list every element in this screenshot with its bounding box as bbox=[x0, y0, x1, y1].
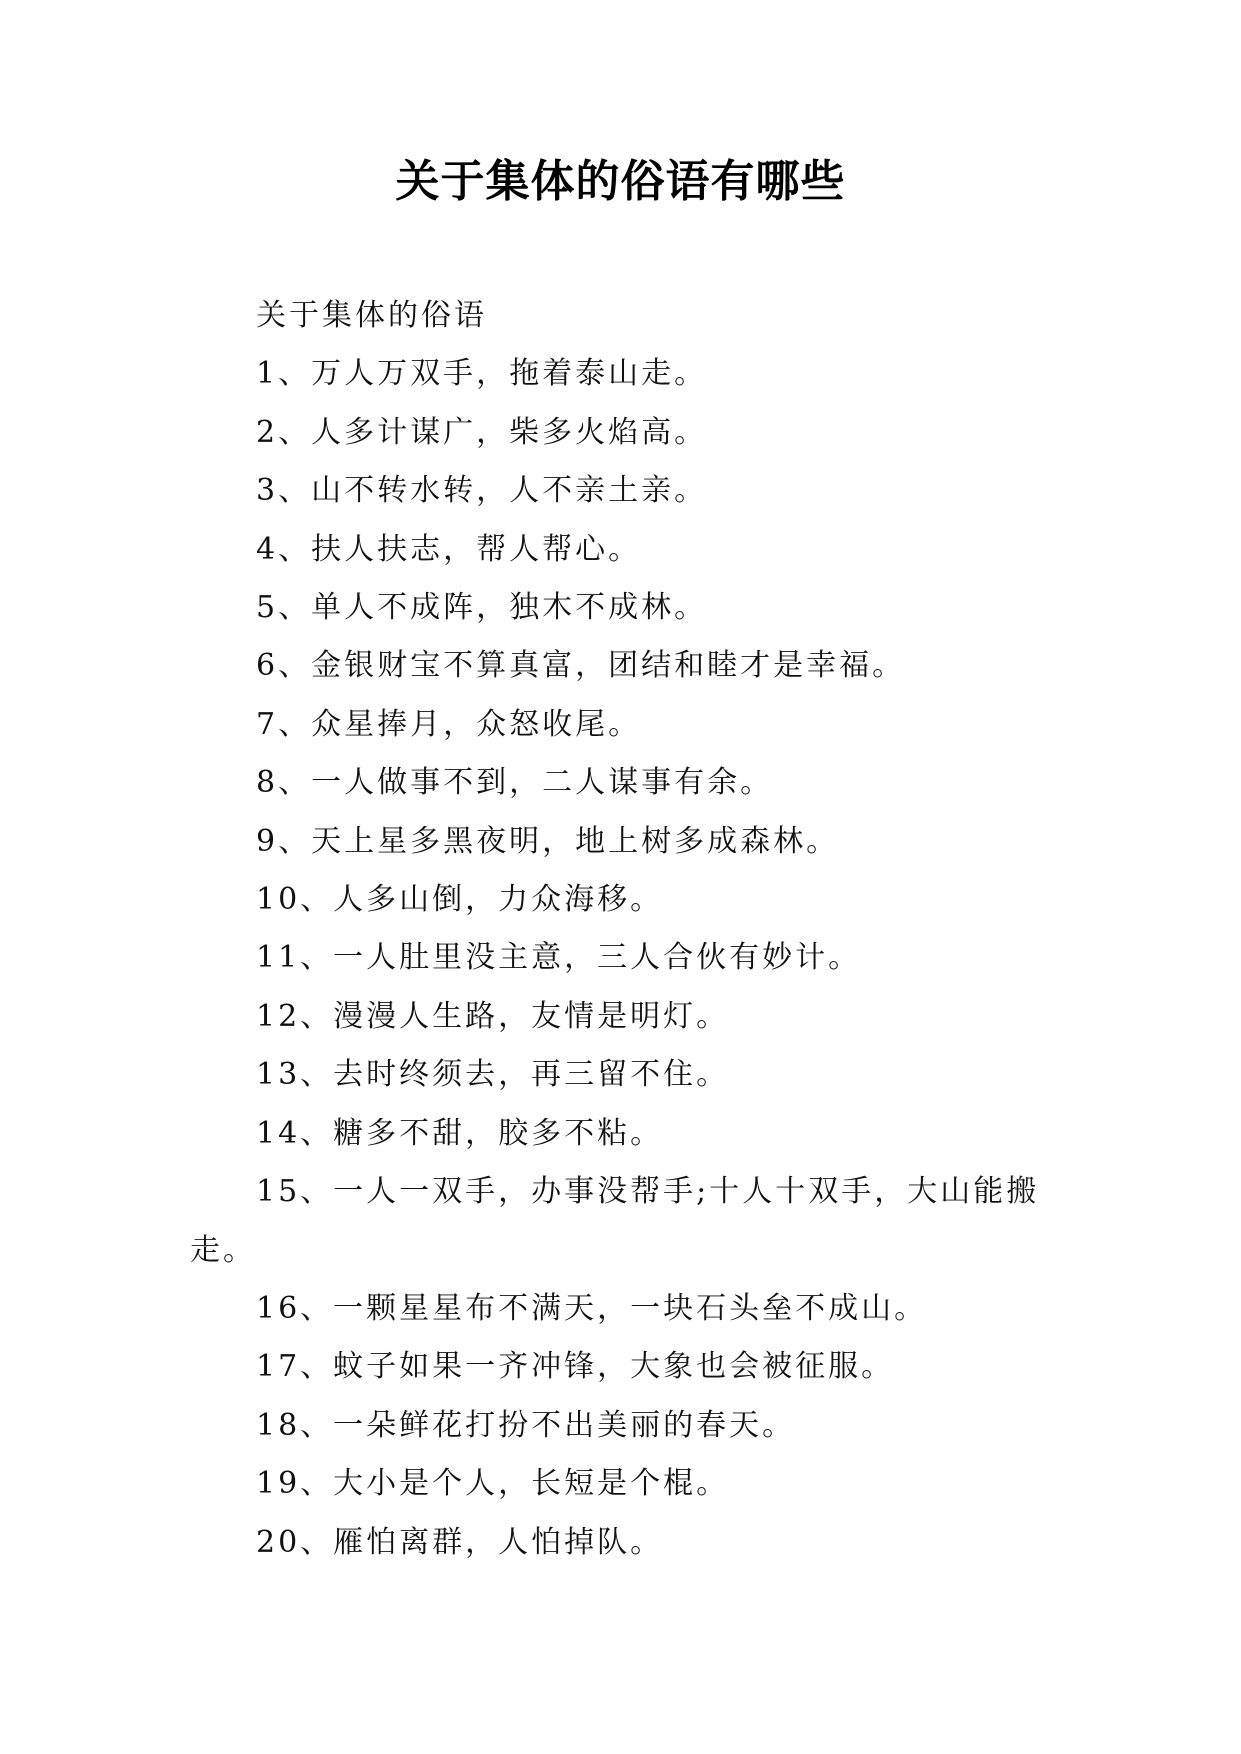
proverb-item: 18、一朵鲜花打扮不出美丽的春天。 bbox=[256, 1407, 796, 1443]
proverb-item: 10、人多山倒，力众海移。 bbox=[256, 882, 664, 918]
proverb-item: 7、众星捧月，众怒收尾。 bbox=[256, 706, 642, 742]
proverb-item: 12、漫漫人生路，友情是明灯。 bbox=[256, 998, 730, 1034]
section-heading: 关于集体的俗语 bbox=[256, 298, 487, 333]
proverb-item: 4、扶人扶志，帮人帮心。 bbox=[256, 531, 642, 567]
proverb-item: 16、一颗星星布不满天，一块石头垒不成山。 bbox=[256, 1290, 928, 1326]
proverb-item: 11、一人肚里没主意，三人合伙有妙计。 bbox=[256, 940, 862, 976]
proverb-item: 5、单人不成阵，独木不成林。 bbox=[256, 590, 708, 626]
proverb-item: 15、一人一双手，办事没帮手;十人十双手，大山能搬走。 bbox=[190, 1174, 1040, 1268]
proverb-item: 9、天上星多黑夜明，地上树多成森林。 bbox=[256, 823, 840, 859]
proverb-item: 17、蚊子如果一齐冲锋，大象也会被征服。 bbox=[256, 1349, 895, 1385]
proverb-item: 20、雁怕离群，人怕掉队。 bbox=[256, 1524, 664, 1560]
proverb-item: 19、大小是个人，长短是个棍。 bbox=[256, 1466, 730, 1502]
proverb-item: 6、金银财宝不算真富，团结和睦才是幸福。 bbox=[256, 648, 906, 684]
proverb-item: 14、糖多不甜，胶多不粘。 bbox=[256, 1115, 664, 1151]
proverb-item: 13、去时终须去，再三留不住。 bbox=[256, 1057, 730, 1093]
document-title: 关于集体的俗语有哪些 bbox=[395, 156, 846, 207]
proverb-item: 2、人多计谋广，柴多火焰高。 bbox=[256, 414, 708, 450]
proverb-item: 1、万人万双手，拖着泰山走。 bbox=[256, 356, 708, 392]
document-body bbox=[190, 287, 1050, 1572]
proverb-item: 3、山不转水转，人不亲土亲。 bbox=[256, 473, 708, 509]
proverb-item: 8、一人做事不到，二人谋事有余。 bbox=[256, 765, 774, 801]
